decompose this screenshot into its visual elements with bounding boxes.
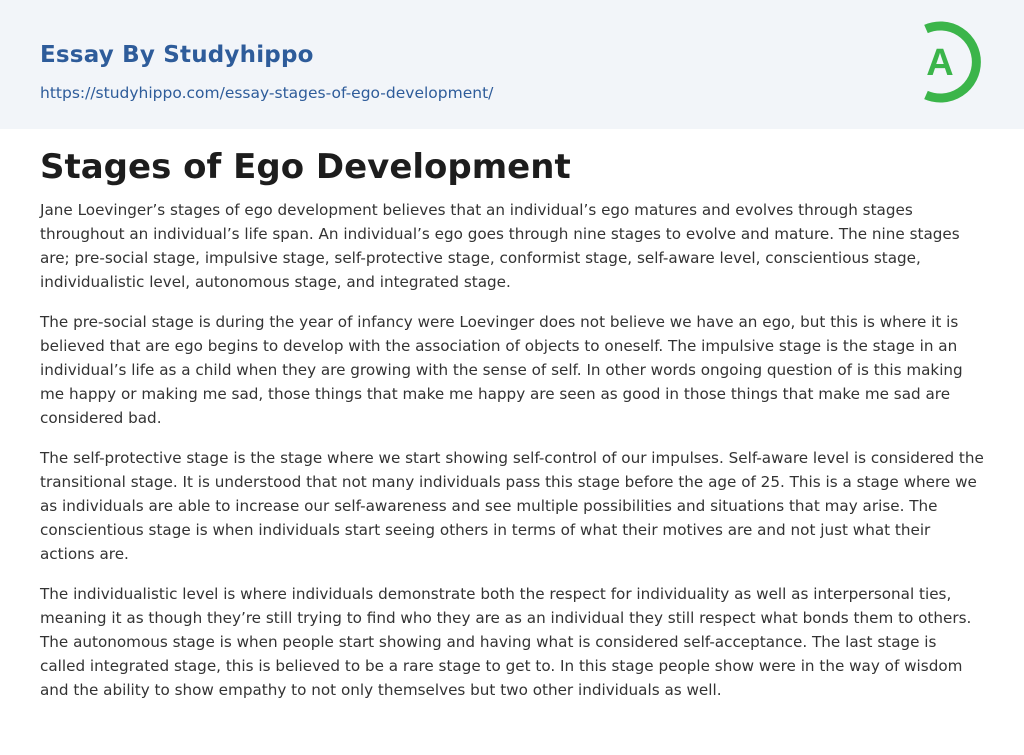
site-header <box>0 0 1024 129</box>
site-title[interactable]: Essay By Studyhippo <box>40 42 314 68</box>
essay-paragraph: Jane Loevinger’s stages of ego development believes that an individual’s ego matures and evolves through stages throughout an individual’s life span. An individual’s ego goes through nine stages to evolve and mature. The nine stages are; pre-social stage, impulsive stage, self-protective stage, conformist stage, self-aware level, conscientious stage, individualistic level, autonomous stage, and integrated stage. <box>40 201 960 291</box>
essay-paragraph: The pre-social stage is during the year of infancy were Loevinger does not believe we have an ego, but this is where it is believed that are ego begins to develop with the association of objects to oneself. The impulsive stage is the stage in an individual’s life as a child when they are growing with the sense of self. In other words ongoing question of is this making me happy or making me sad, those things that make me happy are seen as good in those things that make me sad are considered bad. <box>40 313 963 427</box>
essay-title: Stages of Ego Development <box>40 147 571 187</box>
essay-content <box>40 146 986 718</box>
studyhippo-logo-icon[interactable] <box>912 19 986 105</box>
essay-url-link[interactable]: https://studyhippo.com/essay-stages-of-ego-development/ <box>40 84 494 102</box>
essay-paragraph: The individualistic level is where individuals demonstrate both the respect for individuality as well as interpersonal ties, meaning it as though they’re still trying to find who they are as an individual they still respect what bonds them to others. The autonomous stage is when people start showing and having what is considered self-acceptance. The last stage is called integrated stage, this is believed to be a rare stage to get to. In this stage people show were in the way of wisdom and the ability to show empathy to not only themselves but two other individuals as well. <box>40 585 972 699</box>
essay-paragraph: The self-protective stage is the stage where we start showing self-control of our impulses. Self-aware level is considered the transitional stage. It is understood that not many individuals pass this stage before the age of 25. This is a stage where we as individuals are able to increase our self-awareness and see multiple possibilities and situations that may arise. The conscientious stage is when individuals start seeing others in terms of what their motives are and not just what their actions are. <box>40 449 984 563</box>
logo-letter: A <box>926 42 954 84</box>
